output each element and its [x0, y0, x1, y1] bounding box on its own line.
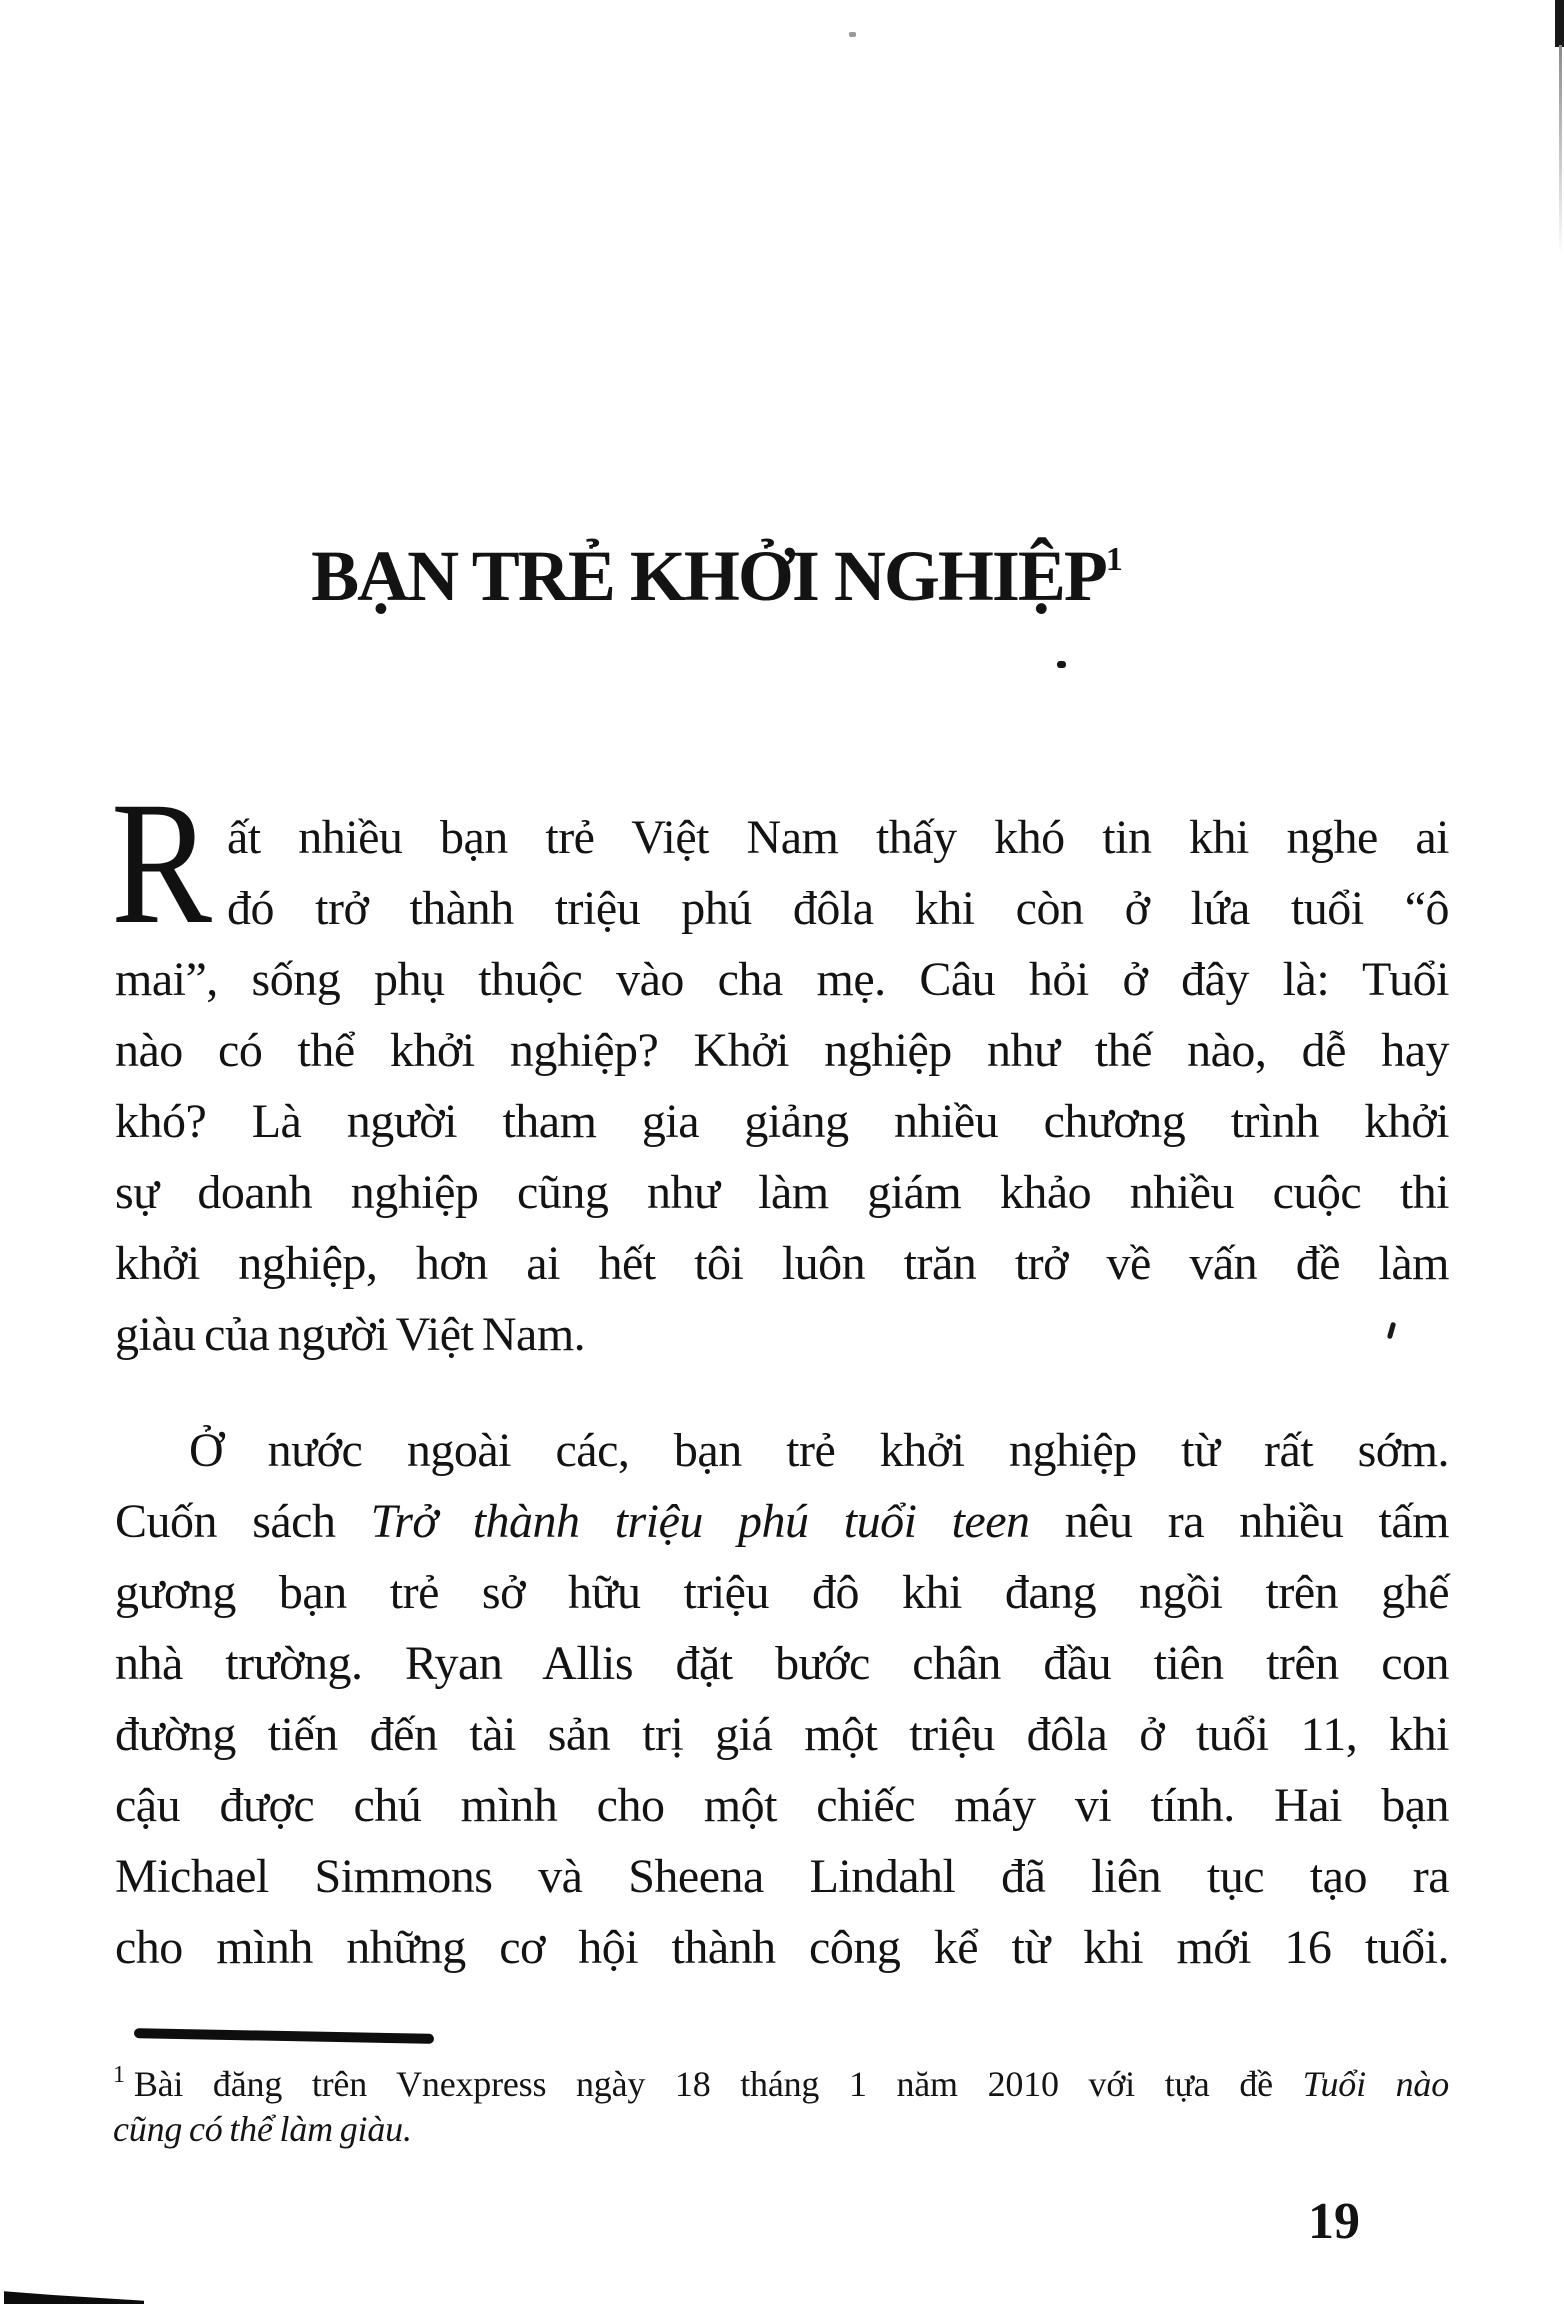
text-line: Michael Simmons và Sheena Lindahl đã liên tục tạo ra: [115, 1850, 1449, 1903]
book-title-italic: Trở thành triệu phú tuổi teen: [370, 1495, 1030, 1548]
text-line: cho mình những cơ hội thành công kể từ khi mới 16 tuổi.: [115, 1921, 1449, 1974]
footnote-title-italic: Tuổi nào: [1302, 2064, 1450, 2104]
text-line: đó trở thành triệu phú đôla khi còn ở lứa tuổi “ô: [227, 882, 1449, 935]
text-segment: Cuốn sách: [115, 1495, 371, 1548]
text-line: Ở nước ngoài các, bạn trẻ khởi nghiệp từ rất sớm.: [189, 1424, 1449, 1477]
text-line: khó? Là người tham gia giảng nhiều chương trình khởi: [115, 1095, 1449, 1148]
text-line: cậu được chú mình cho một chiếc máy vi tính. Hai bạn: [115, 1779, 1449, 1832]
scan-artifact-speck: [849, 32, 856, 37]
paragraph-1: [111, 766, 1449, 1370]
footnote-marker: 1: [113, 2062, 125, 2088]
text-line: khởi nghiệp, hơn ai hết tôi luôn trăn trở về vấn đề làm: [115, 1237, 1449, 1290]
text-line: đường tiến đến tài sản trị giá một triệu đôla ở tuổi 11, khi: [115, 1708, 1449, 1761]
footnote-text: Bài đăng trên Vnexpress ngày 18 tháng 1 năm 2010 với tựa đề: [133, 2064, 1303, 2104]
page-title-text: BẠN TRẺ KHỞI NGHIỆP: [311, 536, 1106, 616]
paragraph-2: [115, 1415, 1449, 1983]
body-text: [111, 766, 1449, 1983]
page-title: [311, 536, 1123, 616]
title-footnote-marker: 1: [1105, 541, 1123, 578]
scan-artifact-corner-wedge: [4, 2289, 144, 2304]
chapter-title-wrap: [0, 520, 1434, 616]
scan-artifact-edge-line: [1559, 45, 1562, 255]
footnote-line: [113, 2048, 1449, 2102]
text-line: ất nhiều bạn trẻ Việt Nam thấy khó tin khi nghe ai: [227, 811, 1449, 864]
dropcap-box: [111, 766, 227, 961]
footnote: [113, 2048, 1449, 2156]
scan-artifact-dot: [1057, 661, 1066, 668]
footnote-line: cũng có thể làm giàu.: [113, 2109, 412, 2149]
text-line: nào có thể khởi nghiệp? Khởi nghiệp như thế nào, dễ hay: [115, 1024, 1449, 1077]
text-line: giàu của người Việt Nam.: [115, 1308, 586, 1361]
page-number: 19: [1308, 2193, 1360, 2250]
dropcap-letter: R: [111, 766, 212, 961]
text-line: [115, 1486, 1449, 1557]
footnote-separator: [134, 2028, 434, 2044]
scan-artifact-corner-strip: [1555, 0, 1564, 47]
text-segment: nêu ra nhiều tấm: [1029, 1495, 1449, 1548]
text-line: nhà trường. Ryan Allis đặt bước chân đầu tiên trên con: [115, 1637, 1449, 1690]
text-line: mai”, sống phụ thuộc vào cha mẹ. Câu hỏi ở đây là: Tuổi: [115, 953, 1449, 1006]
text-line: sự doanh nghiệp cũng như làm giám khảo nhiều cuộc thi: [115, 1166, 1449, 1219]
text-line: gương bạn trẻ sở hữu triệu đô khi đang ngồi trên ghế: [115, 1566, 1449, 1619]
